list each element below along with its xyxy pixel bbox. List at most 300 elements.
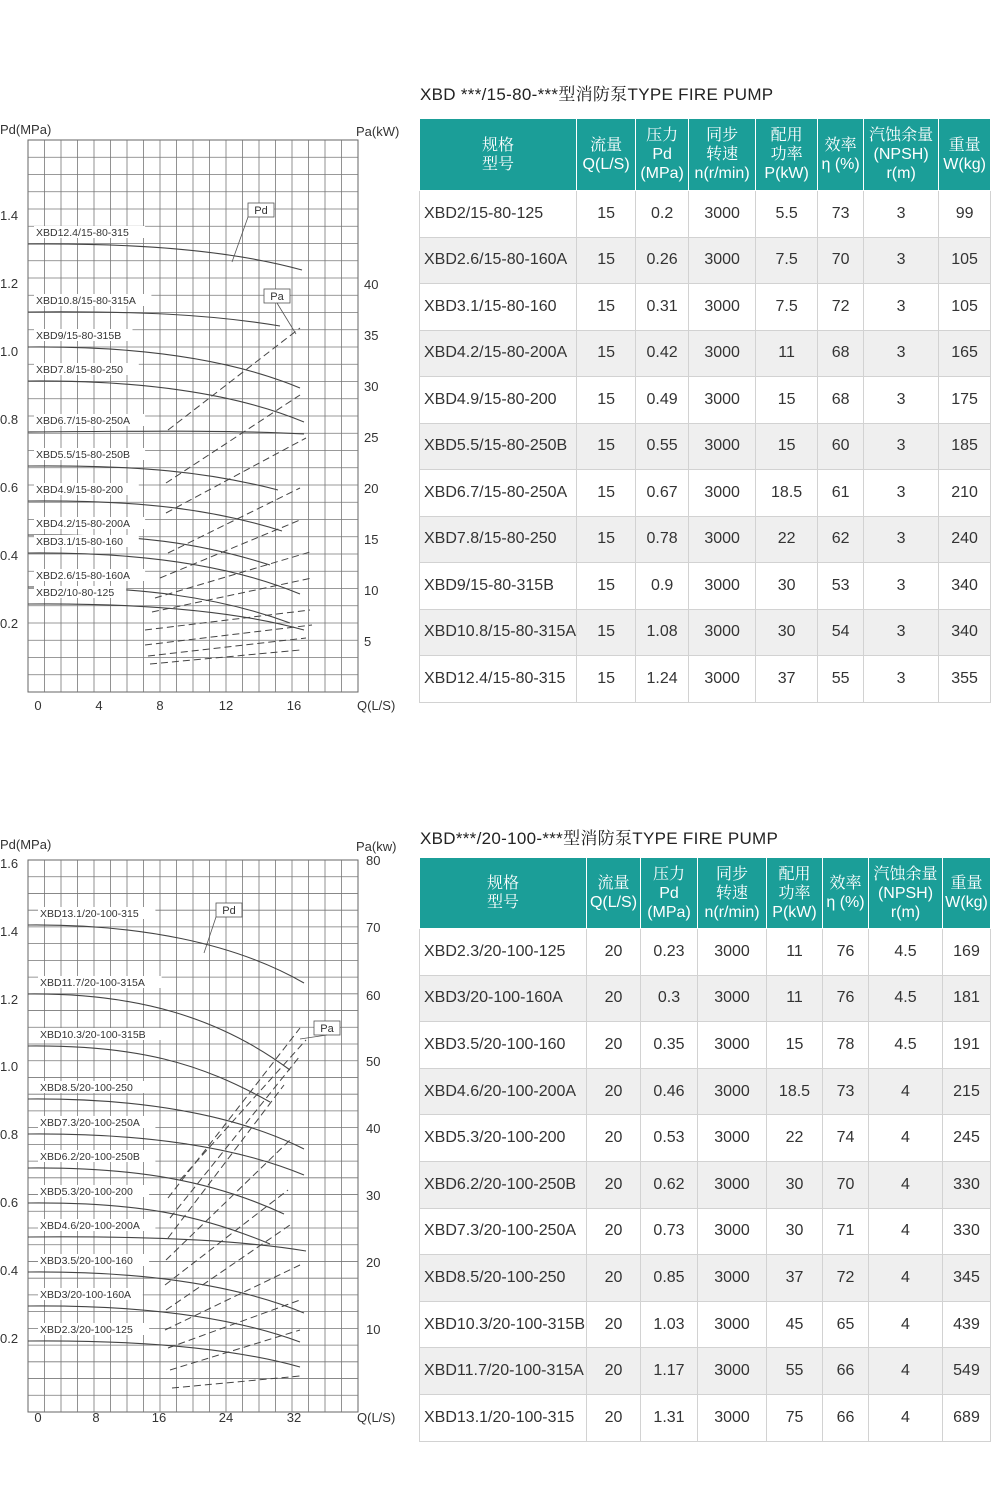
pa-curve — [170, 1056, 300, 1218]
table-row — [420, 929, 991, 976]
pd-tag: Pd — [254, 205, 268, 217]
table-header-row — [420, 119, 991, 191]
table-cell: 4.5 — [869, 929, 943, 976]
pd-curve — [28, 1237, 306, 1251]
right-tick-label: 10 — [364, 583, 379, 598]
table-body — [420, 929, 991, 1442]
table-cell: 15 — [577, 191, 636, 238]
table-cell: 0.53 — [641, 1115, 698, 1162]
table-cell: 165 — [939, 330, 991, 377]
table-cell: XBD6.2/20-100-250B — [420, 1161, 587, 1208]
left-tick-label: 1.4 — [0, 924, 19, 939]
table-cell: 169 — [943, 929, 991, 976]
pa-curve — [170, 1330, 300, 1370]
table-cell: 66 — [823, 1348, 869, 1395]
pa-curve — [166, 1225, 290, 1310]
table-cell: XBD7.8/15-80-250 — [420, 516, 577, 563]
table-cell: 3 — [864, 237, 939, 284]
pump-section-20-100 — [0, 740, 1000, 1460]
pa-curve — [168, 328, 300, 430]
left-tick-label: 1.4 — [0, 208, 19, 223]
table-cell: 15 — [577, 423, 636, 470]
table-row — [420, 1394, 991, 1441]
x-tick-label: 24 — [218, 1410, 234, 1425]
pump-section-15-80 — [0, 0, 1000, 720]
table-cell: XBD11.7/20-100-315A — [420, 1348, 587, 1395]
table-cell: XBD4.2/15-80-200A — [420, 330, 577, 377]
table-cell: 215 — [943, 1068, 991, 1115]
table-cell: 15 — [577, 516, 636, 563]
curve-label: XBD2.3/20-100-125 — [40, 1324, 133, 1336]
table-row — [420, 470, 991, 517]
table-cell: 55 — [767, 1348, 823, 1395]
left-tick-label: 0.2 — [0, 616, 19, 631]
column-header: 重量 W(kg) — [939, 119, 991, 191]
pa-curve — [145, 625, 312, 645]
pd-curve — [28, 925, 304, 983]
table-cell: 76 — [823, 975, 869, 1022]
right-tick-label: 80 — [366, 853, 381, 868]
pa-curve — [145, 610, 310, 630]
table-cell: 20 — [587, 1394, 641, 1441]
right-axis-title: Pa(kW) — [356, 124, 400, 139]
table-cell: XBD12.4/15-80-315 — [420, 656, 577, 703]
table-cell: XBD9/15-80-315B — [420, 563, 577, 610]
right-tick-label: 40 — [366, 1121, 381, 1136]
table-cell: 0.2 — [636, 191, 689, 238]
table-cell: 3 — [864, 284, 939, 331]
table-row — [420, 1115, 991, 1162]
curve-label: XBD10.8/15-80-315A — [36, 295, 136, 307]
table-cell: 3000 — [689, 516, 756, 563]
table-cell: 20 — [587, 1161, 641, 1208]
table-cell: 73 — [823, 1068, 869, 1115]
curve-label: XBD3.5/20-100-160 — [40, 1255, 133, 1267]
column-header: 规格 型号 — [420, 119, 577, 191]
table-row — [420, 1348, 991, 1395]
table-cell: 78 — [823, 1022, 869, 1069]
table-cell: 4 — [869, 1208, 943, 1255]
table-cell: 60 — [818, 423, 864, 470]
table-cell: 0.42 — [636, 330, 689, 377]
x-tick-label: 0 — [34, 698, 42, 713]
table-cell: 73 — [818, 191, 864, 238]
column-header: 效率 η (%) — [823, 858, 869, 929]
table-cell: 68 — [818, 330, 864, 377]
table-row — [420, 284, 991, 331]
left-tick-label: 0.6 — [0, 1195, 19, 1210]
curve-label: XBD2/10-80-125 — [36, 587, 115, 599]
table-cell: 1.31 — [641, 1394, 698, 1441]
table-cell: 30 — [767, 1161, 823, 1208]
table-cell: 71 — [823, 1208, 869, 1255]
section-title: XBD ***/15-80-***型消防泵TYPE FIRE PUMP — [420, 85, 774, 104]
curve-label: XBD3/20-100-160A — [40, 1289, 132, 1301]
table-cell: 99 — [939, 191, 991, 238]
table-cell: 15 — [577, 470, 636, 517]
x-tick-label: 8 — [92, 1410, 100, 1425]
table-cell: 3 — [864, 330, 939, 377]
table-cell: 4 — [869, 1115, 943, 1162]
table-cell: 3000 — [698, 1022, 767, 1069]
curve-label: XBD5.3/20-100-200 — [40, 1186, 133, 1198]
table-cell: 0.67 — [636, 470, 689, 517]
table-row — [420, 1255, 991, 1302]
spec-table — [419, 118, 991, 703]
table-cell: 37 — [767, 1255, 823, 1302]
column-header: 流量 Q(L/S) — [577, 119, 636, 191]
table-cell: 4 — [869, 1348, 943, 1395]
table-cell: XBD8.5/20-100-250 — [420, 1255, 587, 1302]
table-cell: 0.26 — [636, 237, 689, 284]
table-row — [420, 516, 991, 563]
table-cell: 11 — [756, 330, 818, 377]
table-cell: XBD4.9/15-80-200 — [420, 377, 577, 424]
table-cell: 210 — [939, 470, 991, 517]
table-cell: 54 — [818, 609, 864, 656]
table-cell: 3 — [864, 609, 939, 656]
table-cell: 355 — [939, 656, 991, 703]
table-cell: 20 — [587, 1208, 641, 1255]
table-cell: 76 — [823, 929, 869, 976]
table-row — [420, 1068, 991, 1115]
table-cell: 15 — [577, 377, 636, 424]
curve-label: XBD11.7/20-100-315A — [40, 977, 145, 989]
table-cell: 70 — [823, 1161, 869, 1208]
table-cell: 68 — [818, 377, 864, 424]
table-cell: 18.5 — [767, 1068, 823, 1115]
curve-label: XBD12.4/15-80-315 — [36, 227, 129, 239]
curve-label: XBD4.2/15-80-200A — [36, 518, 130, 530]
table-cell: 15 — [577, 284, 636, 331]
spec-table — [419, 857, 991, 1442]
performance-chart-20-100 — [0, 740, 410, 1460]
curve-label: XBD4.6/20-100-200A — [40, 1220, 140, 1232]
pa-curve — [168, 1028, 300, 1198]
table-cell: 105 — [939, 284, 991, 331]
table-cell: 3000 — [698, 1348, 767, 1395]
table-cell: XBD2/15-80-125 — [420, 191, 577, 238]
right-tick-label: 5 — [364, 634, 372, 649]
table-cell: 3000 — [689, 423, 756, 470]
pa-curve — [165, 1190, 288, 1285]
table-cell: 3000 — [698, 975, 767, 1022]
table-cell: 3000 — [689, 284, 756, 331]
table-row — [420, 191, 991, 238]
table-cell: 20 — [587, 1115, 641, 1162]
right-tick-label: 25 — [364, 430, 379, 445]
x-tick-label: 16 — [151, 1410, 167, 1425]
pa-curve — [150, 650, 300, 664]
table-cell: 15 — [767, 1022, 823, 1069]
column-header: 配用 功率 P(kW) — [756, 119, 818, 191]
table-cell: 1.08 — [636, 609, 689, 656]
table-cell: 3000 — [689, 609, 756, 656]
pa-curve — [168, 1300, 300, 1348]
table-row — [420, 1208, 991, 1255]
column-header: 同步 转速 n(r/min) — [698, 858, 767, 929]
right-tick-label: 35 — [364, 328, 379, 343]
table-cell: 3 — [864, 191, 939, 238]
column-header: 压力 Pd (MPa) — [641, 858, 698, 929]
table-row — [420, 330, 991, 377]
table-cell: 3000 — [689, 191, 756, 238]
table-cell: XBD4.6/20-100-200A — [420, 1068, 587, 1115]
table-cell: 70 — [818, 237, 864, 284]
table-cell: 191 — [943, 1022, 991, 1069]
table-row — [420, 609, 991, 656]
column-header: 规格 型号 — [420, 858, 587, 929]
table-cell: 689 — [943, 1394, 991, 1441]
pa-curve — [155, 552, 310, 598]
left-tick-label: 1.0 — [0, 1059, 19, 1074]
left-tick-label: 1.2 — [0, 276, 19, 291]
pa-curve — [172, 1376, 300, 1388]
table-cell: 185 — [939, 423, 991, 470]
table-cell: XBD3.5/20-100-160 — [420, 1022, 587, 1069]
table-cell: 20 — [587, 929, 641, 976]
table-cell: 3000 — [689, 330, 756, 377]
table-cell: 30 — [756, 563, 818, 610]
table-cell: 0.49 — [636, 377, 689, 424]
pa-curve — [166, 395, 300, 483]
table-cell: 3000 — [698, 1255, 767, 1302]
curve-label: XBD13.1/20-100-315 — [40, 908, 139, 920]
left-tick-label: 1.2 — [0, 992, 19, 1007]
table-cell: 3 — [864, 656, 939, 703]
table-cell: XBD3/20-100-160A — [420, 975, 587, 1022]
curve-label: XBD4.9/15-80-200 — [36, 484, 123, 496]
pa-curve — [148, 638, 306, 656]
table-row — [420, 1022, 991, 1069]
curve-label: XBD6.7/15-80-250A — [36, 415, 130, 427]
table-cell: 65 — [823, 1301, 869, 1348]
table-cell: 4 — [869, 1301, 943, 1348]
table-cell: 0.62 — [641, 1161, 698, 1208]
table-cell: 4.5 — [869, 1022, 943, 1069]
table-cell: 0.35 — [641, 1022, 698, 1069]
table-cell: 15 — [577, 656, 636, 703]
right-tick-label: 20 — [366, 1255, 381, 1270]
curve-label: XBD5.5/15-80-250B — [36, 449, 130, 461]
table-cell: 75 — [767, 1394, 823, 1441]
table-cell: XBD5.3/20-100-200 — [420, 1115, 587, 1162]
chart-labels — [0, 122, 399, 713]
column-header: 重量 W(kg) — [943, 858, 991, 929]
table-cell: 20 — [587, 1348, 641, 1395]
table-cell: 7.5 — [756, 284, 818, 331]
pa-curve — [166, 438, 306, 513]
table-header-row — [420, 858, 991, 929]
column-header: 压力 Pd (MPa) — [636, 119, 689, 191]
right-tick-label: 60 — [366, 988, 381, 1003]
table-cell: 53 — [818, 563, 864, 610]
table-cell: 1.03 — [641, 1301, 698, 1348]
column-header: 汽蚀余量 (NPSH) r(m) — [869, 858, 943, 929]
table-row — [420, 563, 991, 610]
table-cell: 66 — [823, 1394, 869, 1441]
table-cell: 45 — [767, 1301, 823, 1348]
right-tick-label: 30 — [366, 1188, 381, 1203]
table-cell: 72 — [818, 284, 864, 331]
table-cell: 20 — [587, 1255, 641, 1302]
right-axis-title: Pa(kw) — [356, 839, 397, 854]
table-cell: 22 — [767, 1115, 823, 1162]
table-cell: 105 — [939, 237, 991, 284]
table-cell: 11 — [767, 975, 823, 1022]
table-cell: 4 — [869, 1068, 943, 1115]
pd-curve — [28, 244, 302, 270]
left-tick-label: 0.2 — [0, 1331, 19, 1346]
right-tick-label: 50 — [366, 1054, 381, 1069]
table-cell: 175 — [939, 377, 991, 424]
table-cell: 3 — [864, 470, 939, 517]
left-tick-label: 0.6 — [0, 480, 19, 495]
pd-tag: Pd — [222, 905, 236, 917]
left-tick-label: 1.0 — [0, 344, 19, 359]
pa-curve — [168, 488, 300, 553]
table-cell: 4.5 — [869, 975, 943, 1022]
right-tick-label: 70 — [366, 920, 381, 935]
table-cell: 0.73 — [641, 1208, 698, 1255]
x-axis-title: Q(L/S) — [357, 1410, 396, 1425]
table-cell: 61 — [818, 470, 864, 517]
table-cell: 3000 — [698, 1161, 767, 1208]
table-cell: 5.5 — [756, 191, 818, 238]
table-cell: XBD2.6/15-80-160A — [420, 237, 577, 284]
performance-chart-15-80 — [0, 0, 410, 720]
curve-label: XBD8.5/20-100-250 — [40, 1082, 133, 1094]
table-cell: 0.9 — [636, 563, 689, 610]
table-cell: 30 — [767, 1208, 823, 1255]
table-cell: 0.55 — [636, 423, 689, 470]
table-cell: 18.5 — [756, 470, 818, 517]
table-cell: 4 — [869, 1161, 943, 1208]
table-cell: XBD7.3/20-100-250A — [420, 1208, 587, 1255]
table-row — [420, 377, 991, 424]
table-cell: 74 — [823, 1115, 869, 1162]
pd-leader — [204, 917, 216, 953]
table-cell: 3000 — [698, 1115, 767, 1162]
x-axis-title: Q(L/S) — [357, 698, 396, 713]
curve-label: XBD3.1/15-80-160 — [36, 536, 123, 548]
table-cell: 20 — [587, 1301, 641, 1348]
pa-tag: Pa — [320, 1023, 334, 1035]
table-cell: 340 — [939, 563, 991, 610]
table-cell: 22 — [756, 516, 818, 563]
table-cell: 0.31 — [636, 284, 689, 331]
table-cell: 3 — [864, 377, 939, 424]
table-row — [420, 1301, 991, 1348]
table-cell: 0.78 — [636, 516, 689, 563]
table-cell: 3000 — [689, 563, 756, 610]
table-cell: 30 — [756, 609, 818, 656]
right-tick-label: 15 — [364, 532, 379, 547]
table-cell: 20 — [587, 1022, 641, 1069]
table-cell: 1.17 — [641, 1348, 698, 1395]
x-tick-label: 12 — [218, 698, 234, 713]
table-cell: 3000 — [689, 377, 756, 424]
left-axis-title: Pd(MPa) — [0, 837, 52, 852]
curve-label: XBD10.3/20-100-315B — [40, 1029, 146, 1041]
column-header: 配用 功率 P(kW) — [767, 858, 823, 929]
table-row — [420, 1161, 991, 1208]
table-cell: 3 — [864, 563, 939, 610]
table-cell: 15 — [577, 563, 636, 610]
table-cell: 330 — [943, 1161, 991, 1208]
table-cell: 15 — [756, 423, 818, 470]
pa-curve — [160, 520, 300, 578]
table-cell: 4 — [869, 1255, 943, 1302]
curve-label: XBD7.8/15-80-250 — [36, 364, 123, 376]
table-cell: 4 — [869, 1394, 943, 1441]
right-tick-label: 40 — [364, 277, 379, 292]
column-header: 同步 转速 n(r/min) — [689, 119, 756, 191]
table-cell: XBD5.5/15-80-250B — [420, 423, 577, 470]
x-tick-label: 4 — [95, 698, 103, 713]
table-cell: 3000 — [698, 929, 767, 976]
pa-tag: Pa — [270, 291, 284, 303]
table-cell: 62 — [818, 516, 864, 563]
table-cell: XBD10.3/20-100-315B — [420, 1301, 587, 1348]
table-cell: 340 — [939, 609, 991, 656]
section-title: XBD***/20-100-***型消防泵TYPE FIRE PUMP — [420, 829, 779, 848]
table-cell: 3 — [864, 516, 939, 563]
table-cell: 330 — [943, 1208, 991, 1255]
table-cell: XBD6.7/15-80-250A — [420, 470, 577, 517]
table-cell: 549 — [943, 1348, 991, 1395]
curve-label: XBD7.3/20-100-250A — [40, 1117, 140, 1129]
table-body — [420, 191, 991, 703]
table-cell: XBD3.1/15-80-160 — [420, 284, 577, 331]
table-row — [420, 423, 991, 470]
table-cell: 15 — [577, 609, 636, 656]
x-tick-label: 16 — [286, 698, 302, 713]
table-row — [420, 975, 991, 1022]
table-cell: XBD10.8/15-80-315A — [420, 609, 577, 656]
curve-label: XBD2.6/15-80-160A — [36, 570, 130, 582]
table-cell: 240 — [939, 516, 991, 563]
table-row — [420, 656, 991, 703]
table-cell: 15 — [756, 377, 818, 424]
x-tick-label: 0 — [34, 1410, 42, 1425]
table-cell: 7.5 — [756, 237, 818, 284]
table-cell: 3000 — [689, 237, 756, 284]
left-tick-label: 0.8 — [0, 412, 19, 427]
table-cell: 72 — [823, 1255, 869, 1302]
table-cell: 0.3 — [641, 975, 698, 1022]
pd-curve — [28, 604, 304, 630]
table-cell: 11 — [767, 929, 823, 976]
pa-curve — [165, 1265, 300, 1330]
table-cell: 20 — [587, 1068, 641, 1115]
table-cell: 55 — [818, 656, 864, 703]
x-tick-label: 8 — [156, 698, 164, 713]
column-header: 汽蚀余量 (NPSH) r(m) — [864, 119, 939, 191]
table-cell: 3000 — [698, 1394, 767, 1441]
pa-leader — [300, 1035, 327, 1039]
curve-label: XBD6.2/20-100-250B — [40, 1151, 140, 1163]
table-cell: 3000 — [698, 1068, 767, 1115]
right-tick-label: 30 — [364, 379, 379, 394]
x-tick-label: 32 — [286, 1410, 302, 1425]
column-header: 流量 Q(L/S) — [587, 858, 641, 929]
right-tick-label: 20 — [364, 481, 379, 496]
table-cell: 20 — [587, 975, 641, 1022]
table-cell: 3000 — [689, 656, 756, 703]
left-tick-label: 1.6 — [0, 856, 19, 871]
table-cell: 3 — [864, 423, 939, 470]
